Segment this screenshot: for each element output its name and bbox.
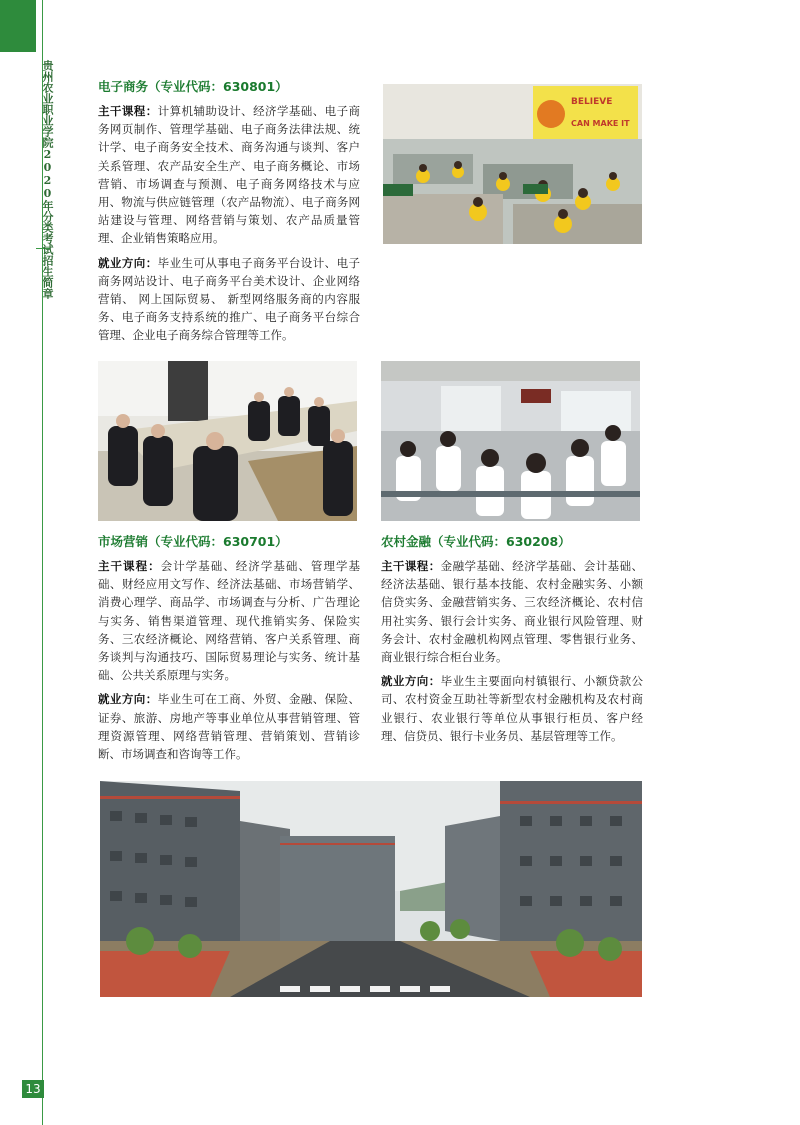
career-text: 毕业生可在工商、外贸、金融、保险、证券、旅游、房地产等事业单位从事营销管理、管理资源管理、网络营销管理、营销策划、营销诊断、市场调查和咨询等工作。 — [98, 692, 361, 762]
section-rural-finance — [381, 533, 643, 751]
section-title: 农村金融（专业代码：630208） — [381, 534, 571, 549]
career-text: 毕业生主要面向村镇银行、小额贷款公司、农村资金互助社等新型农村金融机构及农村商业银行、农业银行等单位从事银行柜员、客户经理、信贷员、银行卡业务员、基层管理等工作。 — [381, 674, 644, 743]
section-title: 电子商务（专业代码：630801） — [98, 79, 288, 94]
section-ecommerce — [98, 78, 360, 351]
photo-business-meeting — [98, 361, 357, 521]
career-label: 就业方向： — [381, 674, 441, 689]
page-number: 13 — [22, 1080, 44, 1098]
courses-label: 主干课程： — [98, 104, 158, 118]
courses-label: 主干课程： — [381, 559, 441, 573]
courses-text: 会计学基础、经济学基础、管理学基础、财经应用文写作、经济法基础、市场营销学、消费心理学、商品学、市场调查与分析、广告理论与实务、销售渠道管理、现代推销实务、保险实务、三农经济概论、网络营销、客户关系管理、商务谈判与沟通技巧、国际贸易理论与实务、统计基础、公共关系原理与实务。 — [98, 559, 360, 683]
photo-computer-lab — [383, 84, 642, 244]
career-text: 毕业生可从事电子商务平台设计、电子商务网站设计、电子商务平台美术设计、企业网络营销、 网上国际贸易、 新型网络服务商的内容服务、电子商务支持系统的推广、电子商务平台综合管理、企业电子商务综合管理等工作。 — [98, 255, 361, 343]
section-marketing — [98, 533, 360, 769]
courses-paragraph — [98, 102, 360, 248]
courses-paragraph — [98, 557, 360, 684]
lab-banner-text-2: CAN MAKE IT — [571, 119, 630, 128]
courses-text: 金融学基础、经济学基础、会计基础、经济法基础、银行基本技能、农村金融实务、小额信贷实务、金融营销实务、三农经济概论、农村信用社实务、银行会计实务、商业银行风险管理、财务会计、农村金融机构网点管理、零售银行业务、商业银行综合柜台业务。 — [381, 559, 644, 665]
career-paragraph — [98, 254, 360, 345]
courses-paragraph — [381, 557, 643, 666]
courses-label: 主干课程： — [98, 559, 161, 573]
photo-classroom — [381, 361, 640, 521]
section-title: 市场营销（专业代码：630701） — [98, 534, 288, 549]
courses-text: 计算机辅助设计、经济学基础、电子商务网页制作、管理学基础、电子商务法律法规、统计学、电子商务安全技术、商务沟通与谈判、客户关系管理、农产品安全生产、电子商务概论、市场营销、市场调查与预测、电子商务网络技术与应用、物流与供应链管理（农产品物流）、电子商务网站建设与管理、网络营销与策划、农产品质量管理、企业销售策略应用。 — [98, 104, 361, 246]
lab-banner-text-1: BELIEVE — [571, 97, 613, 107]
photo-campus-buildings — [100, 781, 642, 997]
career-label: 就业方向： — [98, 255, 158, 270]
career-paragraph — [98, 690, 360, 763]
sidebar-title: 贵州农业职业学院2020年分类考试招生简章 — [41, 60, 54, 299]
career-paragraph — [381, 672, 643, 745]
sidebar-green-block — [0, 0, 36, 52]
career-label: 就业方向： — [98, 692, 158, 707]
